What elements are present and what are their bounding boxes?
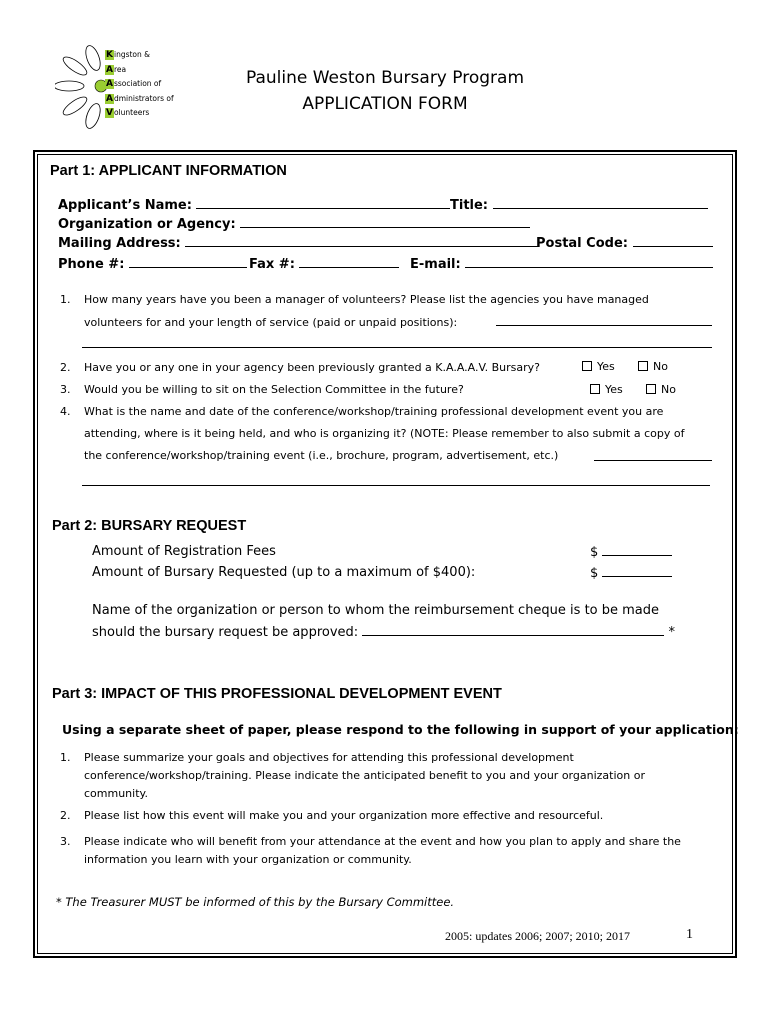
- treasurer-note: * The Treasurer MUST be informed of this by the Bursary Committee.: [56, 895, 455, 909]
- applicant-name-label: Applicant’s Name:: [58, 198, 192, 213]
- q2-yes-option[interactable]: Yes: [582, 360, 615, 373]
- q3-no-option[interactable]: No: [646, 383, 676, 396]
- q4-answer-line[interactable]: [594, 449, 712, 461]
- email-label: E-mail:: [410, 257, 461, 272]
- question-2: 2. Have you or any one in your agency been previously granted a K.A.A.A.V. Bursary?: [60, 361, 540, 374]
- title-field[interactable]: [493, 197, 708, 209]
- part3-item-3: 3. Please indicate who will benefit from your attendance at the event and how you plan to apply and share the information you learn with your organization or community.: [60, 835, 681, 866]
- bursary-requested-field[interactable]: [602, 565, 672, 577]
- fax-label: Fax #:: [249, 257, 295, 272]
- question-1: 1. How many years have you been a manager of volunteers? Please list the agencies you have managed volunteers for and your length of service (paid or unpaid positions):: [60, 293, 649, 329]
- q1-answer-line-2[interactable]: [82, 336, 712, 348]
- email-field[interactable]: [465, 256, 713, 268]
- question-4: 4. What is the name and date of the conference/workshop/training professional development event you are attending, where is it being held, and who is organizing it? (NOTE: Please remember to also submit a copy of the conference/workshop/training event (i.e., brochure, program, advertisement, etc.): [60, 405, 685, 462]
- phone-label: Phone #:: [58, 257, 125, 272]
- revision-dates: 2005: updates 2006; 2007; 2010; 2017: [445, 929, 630, 943]
- page-subtitle: APPLICATION FORM: [302, 94, 468, 114]
- page-title: Pauline Weston Bursary Program: [245, 68, 525, 88]
- currency-symbol: $: [590, 566, 599, 581]
- payee-field[interactable]: [362, 624, 664, 636]
- payee-text: Name of the organization or person to whom the reimbursement cheque is to be made: [92, 603, 660, 618]
- page-number: 1: [686, 927, 693, 942]
- part3-item-1: 1. Please summarize your goals and objectives for attending this professional development conference/workshop/training. Please indicate the anticipated benefit to you and your organization or community.: [60, 751, 645, 800]
- part3-item-2: 2. Please list how this event will make you and your organization more effective and resourceful.: [60, 809, 604, 822]
- mailing-address-field[interactable]: [185, 235, 539, 247]
- phone-field[interactable]: [129, 256, 247, 268]
- logo: [55, 44, 185, 129]
- bursary-requested-label: Amount of Bursary Requested (up to a maximum of $400):: [92, 565, 476, 580]
- question-3: 3. Would you be willing to sit on the Selection Committee in the future?: [60, 383, 464, 396]
- applicant-name-field[interactable]: [196, 197, 450, 209]
- part3-heading: Part 3: IMPACT OF THIS PROFESSIONAL DEVELOPMENT EVENT: [52, 686, 502, 702]
- logo-line: Volunteers: [106, 108, 150, 118]
- q3-yes-option[interactable]: Yes: [590, 383, 623, 396]
- payee-label: should the bursary request be approved:: [92, 625, 359, 640]
- registration-fees-label: Amount of Registration Fees: [92, 544, 276, 559]
- organization-label: Organization or Agency:: [58, 217, 236, 232]
- organization-field[interactable]: [240, 216, 530, 228]
- logo-line: Administrators of: [106, 93, 174, 104]
- postal-code-field[interactable]: [633, 235, 713, 247]
- logo-line: Association of: [106, 79, 162, 89]
- q2-no-checkbox[interactable]: [638, 361, 648, 371]
- postal-code-label: Postal Code:: [536, 236, 628, 251]
- fax-field[interactable]: [299, 256, 399, 268]
- part3-instruction: Using a separate sheet of paper, please respond to the following in support of your application:: [62, 722, 739, 737]
- part2-heading: Part 2: BURSARY REQUEST: [52, 518, 247, 534]
- q3-no-checkbox[interactable]: [646, 384, 656, 394]
- mailing-address-label: Mailing Address:: [58, 236, 181, 251]
- registration-fees-field[interactable]: [602, 544, 672, 556]
- currency-symbol: $: [590, 545, 599, 560]
- q2-no-option[interactable]: No: [638, 360, 668, 373]
- part1-heading: Part 1: APPLICANT INFORMATION: [50, 163, 287, 179]
- q4-answer-line-2[interactable]: [82, 474, 710, 486]
- asterisk-mark: *: [668, 625, 675, 640]
- logo-line: Area: [106, 64, 127, 75]
- q1-answer-line[interactable]: [496, 314, 712, 326]
- q2-yes-checkbox[interactable]: [582, 361, 592, 371]
- title-label: Title:: [450, 198, 489, 213]
- q3-yes-checkbox[interactable]: [590, 384, 600, 394]
- logo-line: Kingston &: [106, 50, 151, 60]
